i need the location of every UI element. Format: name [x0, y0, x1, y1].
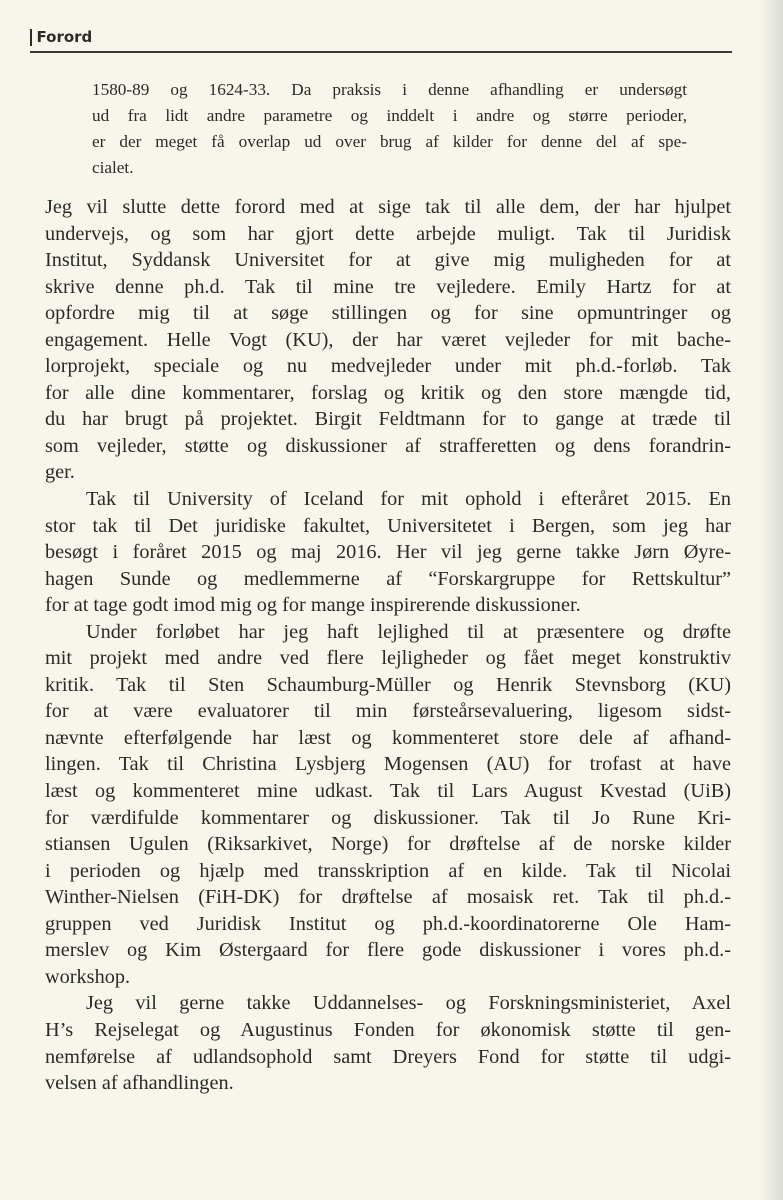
text-line: engagement. Helle Vogt (KU), der har været vejleder for mit bache-: [45, 328, 731, 351]
text-line: nævnte efterfølgende har læst og kommenteret store dele af afhand-: [45, 726, 731, 749]
text-line: workshop.: [45, 965, 131, 988]
text-line: velsen af afhandlingen.: [45, 1072, 234, 1095]
paragraph-2: [45, 486, 731, 619]
text-line: opfordre mig til at søge stillingen og for sine opmuntringer og: [45, 302, 731, 325]
text-line: Jeg vil gerne takke Uddannelses- og Forskningsministeriet, Axel: [86, 992, 731, 1015]
text-line: du har brugt på projektet. Birgit Feldtmann for to gange at træde til: [45, 408, 731, 431]
text-line: kritik. Tak til Sten Schaumburg-Müller og Henrik Stevnsborg (KU): [45, 673, 731, 696]
quote-line: ud fra lidt andre parametre og inddelt i andre og større perioder,: [92, 106, 687, 125]
body-text: [45, 194, 731, 1097]
text-line: undervejs, og som har gjort dette arbejde muligt. Tak til Juridisk: [45, 222, 731, 245]
text-line: læst og kommenteret mine udkast. Tak til Lars August Kvestad (UiB): [45, 780, 731, 803]
text-line: besøgt i foråret 2015 og maj 2016. Her vil jeg gerne takke Jørn Øyre-: [45, 541, 731, 564]
text-line: Under forløbet har jeg haft lejlighed til at præsentere og drøfte: [86, 620, 731, 643]
text-line: H’s Rejselegat og Augustinus Fonden for økonomisk støtte til gen-: [45, 1018, 731, 1041]
section-title: Forord: [36, 28, 93, 46]
page-edge-shadow: [761, 0, 783, 1200]
text-line: stor tak til Det juridiske fakultet, Universitetet i Bergen, som jeg har: [45, 514, 731, 537]
text-line: Jeg vil slutte dette forord med at sige tak til alle dem, der har hjulpet: [45, 196, 731, 218]
text-line: Tak til University of Iceland for mit ophold i efteråret 2015. En: [86, 488, 731, 511]
quote-line: er der meget få overlap ud over brug af kilder for denne del af spe-: [92, 132, 687, 151]
text-line: nemførelse af udlandsophold samt Dreyers Fond for støtte til udgi-: [45, 1045, 731, 1068]
text-line: for at tage godt imod mig og for mange inspirerende diskussioner.: [45, 594, 581, 617]
text-line: mit projekt med andre ved flere lejligheder og fået meget konstruktiv: [45, 647, 731, 670]
quote-block: [92, 77, 687, 181]
paragraph-3: [45, 619, 731, 991]
text-line: gruppen ved Juridisk Institut og ph.d.-koordinatorerne Ole Ham-: [45, 912, 731, 935]
text-line: merslev og Kim Østergaard for flere gode diskussioner i vores ph.d.-: [45, 939, 731, 962]
text-line: Winther-Nielsen (FiH-DK) for drøftelse af mosaisk ret. Tak til ph.d.-: [45, 886, 731, 909]
header-bar-mark: [30, 29, 32, 46]
quote-line: 1580-89 og 1624-33. Da praksis i denne afhandling er undersøgt: [92, 80, 687, 99]
text-line: hagen Sunde og medlemmerne af “Forskargruppe for Rettskultur”: [45, 567, 731, 590]
text-line: i perioden og hjælp med transskription af en kilde. Tak til Nicolai: [45, 859, 731, 882]
text-line: Institut, Syddansk Universitet for at give mig muligheden for at: [45, 249, 731, 272]
text-line: stiansen Ugulen (Riksarkivet, Norge) for drøftelse af de norske kilder: [45, 833, 731, 856]
text-line: lorprojekt, speciale og nu medvejleder under mit ph.d.-forløb. Tak: [45, 355, 731, 378]
running-header: [30, 28, 92, 46]
paragraph-1: [45, 194, 731, 486]
text-line: lingen. Tak til Christina Lysbjerg Mogensen (AU) for trofast at have: [45, 753, 731, 776]
header-rule: [30, 51, 732, 53]
text-line: for at være evaluatorer til min førsteårsevaluering, ligesom sidst-: [45, 700, 731, 723]
text-line: som vejleder, støtte og diskussioner af strafferetten og dens forandrin-: [45, 434, 731, 457]
text-line: ger.: [45, 461, 75, 484]
text-line: for værdifulde kommentarer og diskussioner. Tak til Jo Rune Kri-: [45, 806, 731, 829]
text-line: for alle dine kommentarer, forslag og kritik og den store mængde tid,: [45, 381, 731, 404]
paragraph-4: [45, 990, 731, 1096]
quote-line: cialet.: [92, 158, 134, 177]
text-line: skrive denne ph.d. Tak til mine tre vejledere. Emily Hartz for at: [45, 275, 731, 298]
